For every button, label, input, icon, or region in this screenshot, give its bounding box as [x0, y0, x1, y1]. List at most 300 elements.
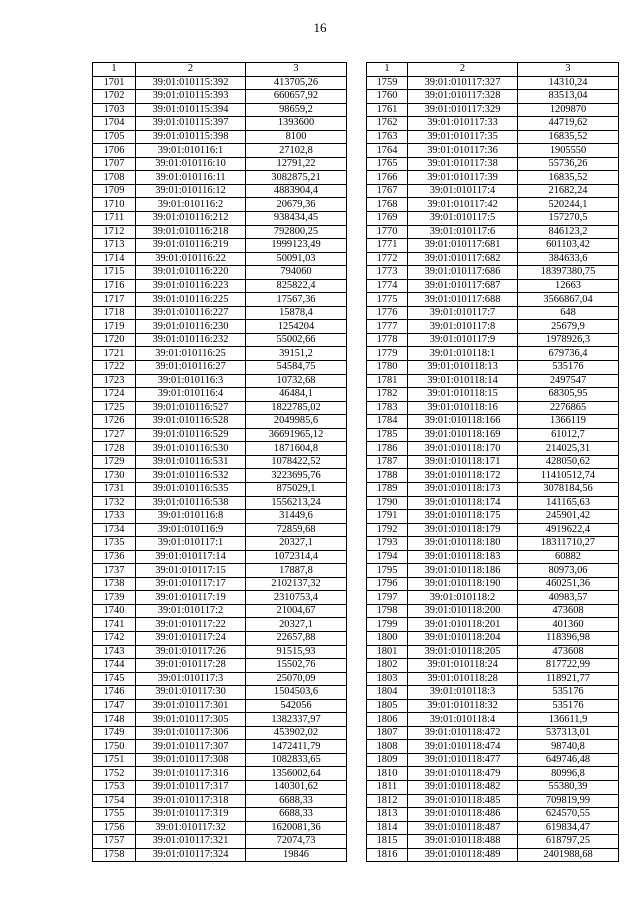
- cadastral-number-cell: 39:01:010117:4: [408, 184, 518, 198]
- cadastral-number-cell: 39:01:010118:200: [408, 604, 518, 618]
- value-cell: 46484,1: [246, 388, 347, 402]
- cadastral-number-cell: 39:01:010118:3: [408, 686, 518, 700]
- table-row: [367, 428, 619, 442]
- cadastral-number-cell: 39:01:010117:6: [408, 225, 518, 239]
- row-number-cell: 1763: [367, 130, 408, 144]
- row-number-cell: 1748: [93, 713, 136, 727]
- cadastral-number-cell: 39:01:010117:308: [136, 753, 246, 767]
- row-number-cell: 1778: [367, 333, 408, 347]
- value-cell: 72859,68: [246, 523, 347, 537]
- row-number-cell: 1815: [367, 835, 408, 849]
- cadastral-number-cell: 39:01:010118:485: [408, 794, 518, 808]
- row-number-cell: 1767: [367, 184, 408, 198]
- value-cell: 12791,22: [246, 157, 347, 171]
- value-cell: 1382337,97: [246, 713, 347, 727]
- table-row: [93, 198, 347, 212]
- table-row: [367, 293, 619, 307]
- table-row: [367, 90, 619, 104]
- value-cell: 25070,09: [246, 672, 347, 686]
- row-number-cell: 1803: [367, 672, 408, 686]
- value-cell: 16835,52: [518, 130, 619, 144]
- value-cell: 22657,88: [246, 631, 347, 645]
- cadastral-number-cell: 39:01:010118:204: [408, 631, 518, 645]
- table-row: [93, 848, 347, 862]
- value-cell: 50091,03: [246, 252, 347, 266]
- table-row: [93, 252, 347, 266]
- row-number-cell: 1707: [93, 157, 136, 171]
- row-number-cell: 1752: [93, 767, 136, 781]
- table-row: [93, 510, 347, 524]
- cadastral-number-cell: 39:01:010116:538: [136, 496, 246, 510]
- cadastral-number-cell: 39:01:010118:479: [408, 767, 518, 781]
- cadastral-number-cell: 39:01:010116:530: [136, 442, 246, 456]
- cadastral-number-cell: 39:01:010116:212: [136, 212, 246, 226]
- cadastral-number-cell: 39:01:010116:531: [136, 455, 246, 469]
- table-row: [93, 293, 347, 307]
- cadastral-number-cell: 39:01:010117:321: [136, 835, 246, 849]
- row-number-cell: 1761: [367, 103, 408, 117]
- table-row: [93, 347, 347, 361]
- row-number-cell: 1718: [93, 306, 136, 320]
- row-number-cell: 1726: [93, 415, 136, 429]
- row-number-cell: 1765: [367, 157, 408, 171]
- cadastral-number-cell: 39:01:010117:38: [408, 157, 518, 171]
- cadastral-number-cell: 39:01:010116:10: [136, 157, 246, 171]
- value-cell: 3223695,76: [246, 469, 347, 483]
- table-row: [93, 374, 347, 388]
- row-number-cell: 1710: [93, 198, 136, 212]
- row-number-cell: 1732: [93, 496, 136, 510]
- cadastral-number-cell: 39:01:010116:11: [136, 171, 246, 185]
- row-number-cell: 1719: [93, 320, 136, 334]
- table-row: [93, 306, 347, 320]
- cadastral-number-cell: 39:01:010117:681: [408, 239, 518, 253]
- value-cell: 80996,8: [518, 767, 619, 781]
- table-row: [93, 157, 347, 171]
- cadastral-number-cell: 39:01:010116:8: [136, 510, 246, 524]
- value-cell: 31449,6: [246, 510, 347, 524]
- cadastral-number-cell: 39:01:010117:301: [136, 699, 246, 713]
- table-row: [367, 320, 619, 334]
- cadastral-number-cell: 39:01:010116:230: [136, 320, 246, 334]
- cadastral-number-cell: 39:01:010116:223: [136, 279, 246, 293]
- table-row: [367, 442, 619, 456]
- cadastral-number-cell: 39:01:010116:528: [136, 415, 246, 429]
- row-number-cell: 1813: [367, 808, 408, 822]
- row-number-cell: 1755: [93, 808, 136, 822]
- cadastral-number-cell: 39:01:010116:25: [136, 347, 246, 361]
- header-cell: 2: [408, 63, 518, 77]
- value-cell: 8100: [246, 130, 347, 144]
- cadastral-number-cell: 39:01:010116:219: [136, 239, 246, 253]
- header-cell: 3: [246, 63, 347, 77]
- cadastral-number-cell: 39:01:010118:4: [408, 713, 518, 727]
- row-number-cell: 1789: [367, 482, 408, 496]
- row-number-cell: 1814: [367, 821, 408, 835]
- value-cell: 384633,6: [518, 252, 619, 266]
- table-row: [367, 496, 619, 510]
- cadastral-number-cell: 39:01:010116:1: [136, 144, 246, 158]
- row-number-cell: 1799: [367, 618, 408, 632]
- cadastral-number-cell: 39:01:010118:16: [408, 401, 518, 415]
- row-number-cell: 1788: [367, 469, 408, 483]
- table-row: [93, 212, 347, 226]
- table-row: [93, 631, 347, 645]
- cadastral-number-cell: 39:01:010117:318: [136, 794, 246, 808]
- value-cell: 18311710,27: [518, 537, 619, 551]
- row-number-cell: 1797: [367, 591, 408, 605]
- table-row: [367, 130, 619, 144]
- value-cell: 11410512,74: [518, 469, 619, 483]
- cadastral-number-cell: 39:01:010116:2: [136, 198, 246, 212]
- header-cell: 2: [136, 63, 246, 77]
- cadastral-number-cell: 39:01:010117:682: [408, 252, 518, 266]
- row-number-cell: 1712: [93, 225, 136, 239]
- row-number-cell: 1805: [367, 699, 408, 713]
- row-number-cell: 1794: [367, 550, 408, 564]
- row-number-cell: 1791: [367, 510, 408, 524]
- value-cell: 17887,8: [246, 564, 347, 578]
- row-number-cell: 1747: [93, 699, 136, 713]
- cadastral-number-cell: 39:01:010117:30: [136, 686, 246, 700]
- table-row: [367, 645, 619, 659]
- table-row: [367, 401, 619, 415]
- value-cell: 1822785,02: [246, 401, 347, 415]
- row-number-cell: 1741: [93, 618, 136, 632]
- table-row: [367, 550, 619, 564]
- cadastral-number-cell: 39:01:010118:166: [408, 415, 518, 429]
- value-cell: 72074,73: [246, 835, 347, 849]
- row-number-cell: 1804: [367, 686, 408, 700]
- table-row: [367, 510, 619, 524]
- table-row: [93, 482, 347, 496]
- table-header-row: [367, 63, 619, 77]
- row-number-cell: 1735: [93, 537, 136, 551]
- cadastral-number-cell: 39:01:010116:9: [136, 523, 246, 537]
- row-number-cell: 1754: [93, 794, 136, 808]
- row-number-cell: 1762: [367, 117, 408, 131]
- row-number-cell: 1812: [367, 794, 408, 808]
- cadastral-number-cell: 39:01:010117:7: [408, 306, 518, 320]
- value-cell: 1356002,64: [246, 767, 347, 781]
- table-row: [93, 496, 347, 510]
- value-cell: 1254204: [246, 320, 347, 334]
- value-cell: 2401988,68: [518, 848, 619, 862]
- row-number-cell: 1705: [93, 130, 136, 144]
- value-cell: 83513,04: [518, 90, 619, 104]
- cadastral-number-cell: 39:01:010118:169: [408, 428, 518, 442]
- cadastral-number-cell: 39:01:010118:1: [408, 347, 518, 361]
- cadastral-number-cell: 39:01:010117:2: [136, 604, 246, 618]
- cadastral-number-cell: 39:01:010118:205: [408, 645, 518, 659]
- table-row: [93, 780, 347, 794]
- value-cell: 80973,06: [518, 564, 619, 578]
- table-row: [367, 117, 619, 131]
- row-number-cell: 1779: [367, 347, 408, 361]
- table-row: [367, 347, 619, 361]
- row-number-cell: 1808: [367, 740, 408, 754]
- cadastral-number-cell: 39:01:010118:180: [408, 537, 518, 551]
- cadastral-number-cell: 39:01:010116:3: [136, 374, 246, 388]
- value-cell: 473608: [518, 604, 619, 618]
- table-row: [367, 239, 619, 253]
- table-row: [93, 76, 347, 90]
- value-cell: 1620081,36: [246, 821, 347, 835]
- row-number-cell: 1807: [367, 726, 408, 740]
- cadastral-number-cell: 39:01:010117:39: [408, 171, 518, 185]
- table-row: [93, 523, 347, 537]
- table-row: [367, 455, 619, 469]
- value-cell: 20679,36: [246, 198, 347, 212]
- row-number-cell: 1756: [93, 821, 136, 835]
- value-cell: 460251,36: [518, 577, 619, 591]
- table-row: [93, 415, 347, 429]
- cadastral-number-cell: 39:01:010118:201: [408, 618, 518, 632]
- row-number-cell: 1777: [367, 320, 408, 334]
- table-row: [367, 659, 619, 673]
- table-row: [93, 618, 347, 632]
- value-cell: 619834,47: [518, 821, 619, 835]
- cadastral-number-cell: 39:01:010117:327: [408, 76, 518, 90]
- cadastral-number-cell: 39:01:010118:474: [408, 740, 518, 754]
- cadastral-number-cell: 39:01:010118:32: [408, 699, 518, 713]
- value-cell: 245901,42: [518, 510, 619, 524]
- cadastral-number-cell: 39:01:010116:232: [136, 333, 246, 347]
- value-cell: 649746,48: [518, 753, 619, 767]
- cadastral-number-cell: 39:01:010118:472: [408, 726, 518, 740]
- table-row: [93, 90, 347, 104]
- table-row: [93, 564, 347, 578]
- row-number-cell: 1759: [367, 76, 408, 90]
- cadastral-number-cell: 39:01:010118:24: [408, 659, 518, 673]
- row-number-cell: 1764: [367, 144, 408, 158]
- row-number-cell: 1717: [93, 293, 136, 307]
- cadastral-number-cell: 39:01:010117:19: [136, 591, 246, 605]
- header-cell: 3: [518, 63, 619, 77]
- table-row: [367, 577, 619, 591]
- cadastral-number-cell: 39:01:010116:12: [136, 184, 246, 198]
- value-cell: 3566867,04: [518, 293, 619, 307]
- table-row: [367, 388, 619, 402]
- cadastral-number-cell: 39:01:010118:2: [408, 591, 518, 605]
- value-cell: 3078184,56: [518, 482, 619, 496]
- row-number-cell: 1753: [93, 780, 136, 794]
- row-number-cell: 1742: [93, 631, 136, 645]
- cadastral-number-cell: 39:01:010117:42: [408, 198, 518, 212]
- table-row: [367, 604, 619, 618]
- row-number-cell: 1801: [367, 645, 408, 659]
- table-row: [93, 401, 347, 415]
- value-cell: 1072314,4: [246, 550, 347, 564]
- right-table: [366, 62, 619, 862]
- value-cell: 1905550: [518, 144, 619, 158]
- cadastral-number-cell: 39:01:010117:36: [408, 144, 518, 158]
- cadastral-number-cell: 39:01:010118:173: [408, 482, 518, 496]
- table-row: [367, 144, 619, 158]
- table-row: [367, 333, 619, 347]
- value-cell: 542056: [246, 699, 347, 713]
- table-row: [367, 252, 619, 266]
- value-cell: 4883904,4: [246, 184, 347, 198]
- cadastral-number-cell: 39:01:010118:487: [408, 821, 518, 835]
- table-row: [367, 171, 619, 185]
- value-cell: 624570,55: [518, 808, 619, 822]
- value-cell: 136611,9: [518, 713, 619, 727]
- value-cell: 2102137,32: [246, 577, 347, 591]
- table-row: [367, 374, 619, 388]
- table-row: [367, 523, 619, 537]
- value-cell: 413705,26: [246, 76, 347, 90]
- value-cell: 6688,33: [246, 808, 347, 822]
- table-row: [93, 821, 347, 835]
- cadastral-number-cell: 39:01:010118:171: [408, 455, 518, 469]
- cadastral-number-cell: 39:01:010118:13: [408, 361, 518, 375]
- cadastral-number-cell: 39:01:010117:33: [408, 117, 518, 131]
- row-number-cell: 1793: [367, 537, 408, 551]
- row-number-cell: 1811: [367, 780, 408, 794]
- row-number-cell: 1757: [93, 835, 136, 849]
- value-cell: 792800,25: [246, 225, 347, 239]
- value-cell: 20327,1: [246, 618, 347, 632]
- cadastral-number-cell: 39:01:010115:398: [136, 130, 246, 144]
- value-cell: 17567,36: [246, 293, 347, 307]
- cadastral-number-cell: 39:01:010118:183: [408, 550, 518, 564]
- value-cell: 1871604,8: [246, 442, 347, 456]
- value-cell: 55736,26: [518, 157, 619, 171]
- value-cell: 938434,45: [246, 212, 347, 226]
- cadastral-number-cell: 39:01:010118:486: [408, 808, 518, 822]
- table-row: [93, 794, 347, 808]
- cadastral-number-cell: 39:01:010116:227: [136, 306, 246, 320]
- cadastral-number-cell: 39:01:010118:172: [408, 469, 518, 483]
- cadastral-number-cell: 39:01:010118:170: [408, 442, 518, 456]
- table-row: [93, 604, 347, 618]
- value-cell: 40983,57: [518, 591, 619, 605]
- table-row: [93, 645, 347, 659]
- row-number-cell: 1725: [93, 401, 136, 415]
- value-cell: 91515,93: [246, 645, 347, 659]
- table-row: [93, 659, 347, 673]
- cadastral-number-cell: 39:01:010117:329: [408, 103, 518, 117]
- cadastral-number-cell: 39:01:010118:477: [408, 753, 518, 767]
- table-row: [93, 442, 347, 456]
- table-row: [367, 537, 619, 551]
- row-number-cell: 1745: [93, 672, 136, 686]
- cadastral-number-cell: 39:01:010117:9: [408, 333, 518, 347]
- table-row: [367, 767, 619, 781]
- table-row: [367, 103, 619, 117]
- row-number-cell: 1713: [93, 239, 136, 253]
- value-cell: 1472411,79: [246, 740, 347, 754]
- cadastral-number-cell: 39:01:010116:532: [136, 469, 246, 483]
- cadastral-number-cell: 39:01:010117:1: [136, 537, 246, 551]
- cadastral-number-cell: 39:01:010117:24: [136, 631, 246, 645]
- row-number-cell: 1769: [367, 212, 408, 226]
- row-number-cell: 1736: [93, 550, 136, 564]
- table-row: [93, 699, 347, 713]
- table-row: [367, 482, 619, 496]
- value-cell: 520244,1: [518, 198, 619, 212]
- cadastral-number-cell: 39:01:010117:306: [136, 726, 246, 740]
- value-cell: 21682,24: [518, 184, 619, 198]
- value-cell: 846123,2: [518, 225, 619, 239]
- table-row: [367, 361, 619, 375]
- value-cell: 825822,4: [246, 279, 347, 293]
- cadastral-number-cell: 39:01:010116:27: [136, 361, 246, 375]
- table-row: [367, 157, 619, 171]
- row-number-cell: 1730: [93, 469, 136, 483]
- row-number-cell: 1766: [367, 171, 408, 185]
- table-row: [93, 279, 347, 293]
- value-cell: 15878,4: [246, 306, 347, 320]
- value-cell: 6688,33: [246, 794, 347, 808]
- row-number-cell: 1708: [93, 171, 136, 185]
- cadastral-number-cell: 39:01:010115:397: [136, 117, 246, 131]
- cadastral-number-cell: 39:01:010117:687: [408, 279, 518, 293]
- table-row: [93, 455, 347, 469]
- row-number-cell: 1734: [93, 523, 136, 537]
- cadastral-number-cell: 39:01:010117:3: [136, 672, 246, 686]
- value-cell: 428050,62: [518, 455, 619, 469]
- value-cell: 817722,99: [518, 659, 619, 673]
- row-number-cell: 1706: [93, 144, 136, 158]
- row-number-cell: 1740: [93, 604, 136, 618]
- value-cell: 141165,63: [518, 496, 619, 510]
- row-number-cell: 1775: [367, 293, 408, 307]
- row-number-cell: 1784: [367, 415, 408, 429]
- value-cell: 39151,2: [246, 347, 347, 361]
- value-cell: 118396,98: [518, 631, 619, 645]
- table-row: [367, 726, 619, 740]
- row-number-cell: 1749: [93, 726, 136, 740]
- header-cell: 1: [367, 63, 408, 77]
- table-row: [93, 239, 347, 253]
- value-cell: 1556213,24: [246, 496, 347, 510]
- row-number-cell: 1733: [93, 510, 136, 524]
- value-cell: 679736,4: [518, 347, 619, 361]
- row-number-cell: 1783: [367, 401, 408, 415]
- row-number-cell: 1768: [367, 198, 408, 212]
- value-cell: 4919622,4: [518, 523, 619, 537]
- row-number-cell: 1709: [93, 184, 136, 198]
- cadastral-number-cell: 39:01:010117:35: [408, 130, 518, 144]
- cadastral-number-cell: 39:01:010117:307: [136, 740, 246, 754]
- row-number-cell: 1798: [367, 604, 408, 618]
- value-cell: 98740,8: [518, 740, 619, 754]
- value-cell: 2276865: [518, 401, 619, 415]
- table-row: [367, 564, 619, 578]
- row-number-cell: 1816: [367, 848, 408, 862]
- value-cell: 535176: [518, 699, 619, 713]
- table-row: [367, 469, 619, 483]
- table-row: [93, 103, 347, 117]
- value-cell: 18397380,75: [518, 266, 619, 280]
- table-row: [367, 212, 619, 226]
- cadastral-number-cell: 39:01:010117:15: [136, 564, 246, 578]
- row-number-cell: 1750: [93, 740, 136, 754]
- row-number-cell: 1723: [93, 374, 136, 388]
- row-number-cell: 1714: [93, 252, 136, 266]
- table-row: [367, 266, 619, 280]
- row-number-cell: 1787: [367, 455, 408, 469]
- value-cell: 401360: [518, 618, 619, 632]
- row-number-cell: 1702: [93, 90, 136, 104]
- value-cell: 21004,67: [246, 604, 347, 618]
- value-cell: 44719,62: [518, 117, 619, 131]
- table-row: [367, 306, 619, 320]
- value-cell: 1209870: [518, 103, 619, 117]
- value-cell: 1366119: [518, 415, 619, 429]
